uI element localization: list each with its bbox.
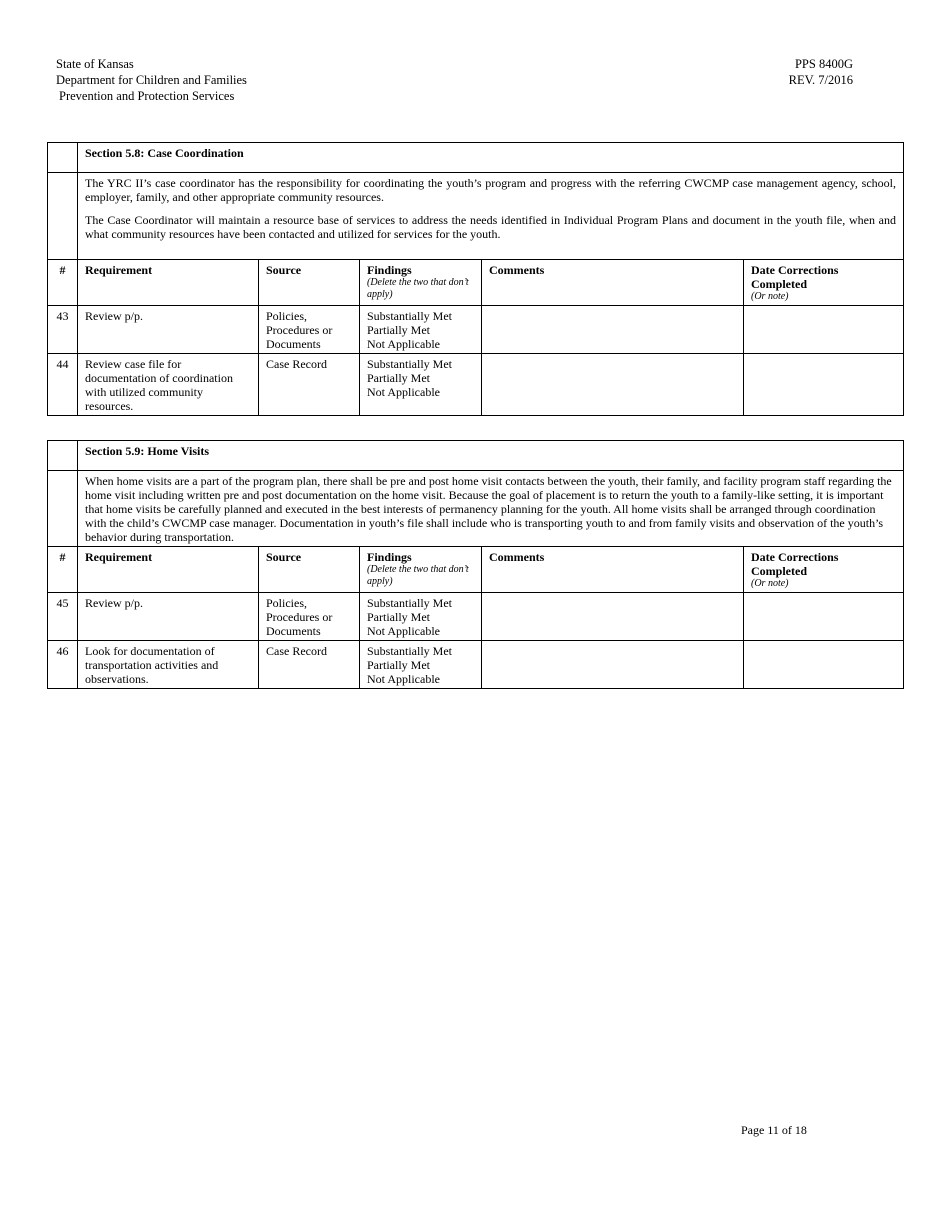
row-source: Policies, Procedures or Documents — [259, 593, 360, 641]
blank-cell — [48, 441, 78, 471]
col-header-findings — [360, 260, 482, 306]
blank-cell — [48, 471, 78, 547]
findings-note: (Delete the two that don’t apply) — [367, 564, 469, 587]
blank-cell — [48, 143, 78, 173]
table-row — [48, 593, 904, 641]
row-number: 43 — [48, 306, 78, 354]
row-findings — [360, 354, 482, 416]
header-revision: REV. 7/2016 — [788, 73, 853, 87]
section-description — [78, 173, 904, 260]
row-number: 46 — [48, 641, 78, 689]
section-description — [78, 471, 904, 547]
header-state: State of Kansas — [56, 57, 134, 71]
section-5-9-table — [47, 440, 904, 689]
row-requirement: Review case file for documentation of coordination with utilized community resources. — [78, 354, 259, 416]
col-header-comments: Comments — [482, 260, 744, 306]
row-date[interactable] — [744, 354, 904, 416]
row-comments[interactable] — [482, 593, 744, 641]
header-form-number: PPS 8400G — [794, 57, 853, 71]
table-row — [48, 641, 904, 689]
header-division: Prevention and Protection Services — [59, 89, 235, 103]
date-note: (Or note) — [751, 291, 789, 302]
col-header-source: Source — [259, 260, 360, 306]
row-requirement: Look for documentation of transportation activities and observations. — [78, 641, 259, 689]
finding-option[interactable]: Partially Met — [367, 323, 430, 337]
description-paragraph: The Case Coordinator will maintain a resource base of services to address the needs identified in Individual Program Plans and document in the youth file, when and what community resources have been contacted and utilized for services for the youth. — [85, 213, 896, 241]
row-findings — [360, 306, 482, 354]
date-label: Date Corrections Completed — [751, 550, 839, 578]
date-note: (Or note) — [751, 578, 789, 589]
row-source: Case Record — [259, 354, 360, 416]
row-date[interactable] — [744, 641, 904, 689]
col-header-source: Source — [259, 547, 360, 593]
findings-label: Findings — [367, 263, 412, 277]
header-agency-block — [56, 56, 247, 104]
blank-cell — [48, 173, 78, 260]
row-comments[interactable] — [482, 306, 744, 354]
description-paragraph: The YRC II’s case coordinator has the responsibility for coordinating the youth’s program and progress with the referring CWCMP case management agency, school, employer, family, and other appropriate community resources. — [85, 176, 896, 204]
header-form-block — [789, 56, 853, 88]
row-date[interactable] — [744, 593, 904, 641]
row-source: Case Record — [259, 641, 360, 689]
col-header-date — [744, 547, 904, 593]
finding-option[interactable]: Not Applicable — [367, 337, 440, 351]
finding-option[interactable]: Partially Met — [367, 658, 430, 672]
finding-option[interactable]: Substantially Met — [367, 357, 452, 371]
col-header-num: # — [48, 260, 78, 306]
date-label: Date Corrections Completed — [751, 263, 839, 291]
table-row — [48, 354, 904, 416]
col-header-findings — [360, 547, 482, 593]
row-number: 45 — [48, 593, 78, 641]
section-title: Section 5.8: Case Coordination — [78, 143, 904, 173]
row-source: Policies, Procedures or Documents — [259, 306, 360, 354]
col-header-comments: Comments — [482, 547, 744, 593]
finding-option[interactable]: Not Applicable — [367, 385, 440, 399]
finding-option[interactable]: Partially Met — [367, 371, 430, 385]
section-title: Section 5.9: Home Visits — [78, 441, 904, 471]
row-requirement: Review p/p. — [78, 306, 259, 354]
col-header-requirement: Requirement — [78, 547, 259, 593]
finding-option[interactable]: Substantially Met — [367, 596, 452, 610]
description-paragraph: When home visits are a part of the program plan, there shall be pre and post home visit contacts between the youth, their family, and facility program staff regarding the home visit including written pre and post documentation on the home visit. Because the goal of placement is to return the youth to a family-like setting, it is important that home visits be carefully planned and executed in the best interests of permanency planning for the youth. All home visits shall be arranged through coordination with the child’s CWCMP case manager. Documentation in youth’s file shall include who is transporting youth to and from family visits and observation of the youth’s behavior during transportation. — [85, 474, 892, 544]
finding-option[interactable]: Not Applicable — [367, 624, 440, 638]
findings-label: Findings — [367, 550, 412, 564]
col-header-requirement: Requirement — [78, 260, 259, 306]
row-findings — [360, 593, 482, 641]
row-requirement: Review p/p. — [78, 593, 259, 641]
col-header-date — [744, 260, 904, 306]
finding-option[interactable]: Substantially Met — [367, 309, 452, 323]
row-findings — [360, 641, 482, 689]
findings-note: (Delete the two that don’t apply) — [367, 277, 469, 300]
row-number: 44 — [48, 354, 78, 416]
table-row — [48, 306, 904, 354]
row-date[interactable] — [744, 306, 904, 354]
finding-option[interactable]: Partially Met — [367, 610, 430, 624]
row-comments[interactable] — [482, 641, 744, 689]
section-5-8-table — [47, 142, 904, 416]
finding-option[interactable]: Not Applicable — [367, 672, 440, 686]
page-number: Page 11 of 18 — [741, 1123, 807, 1137]
header-department: Department for Children and Families — [56, 73, 247, 87]
col-header-num: # — [48, 547, 78, 593]
row-comments[interactable] — [482, 354, 744, 416]
finding-option[interactable]: Substantially Met — [367, 644, 452, 658]
